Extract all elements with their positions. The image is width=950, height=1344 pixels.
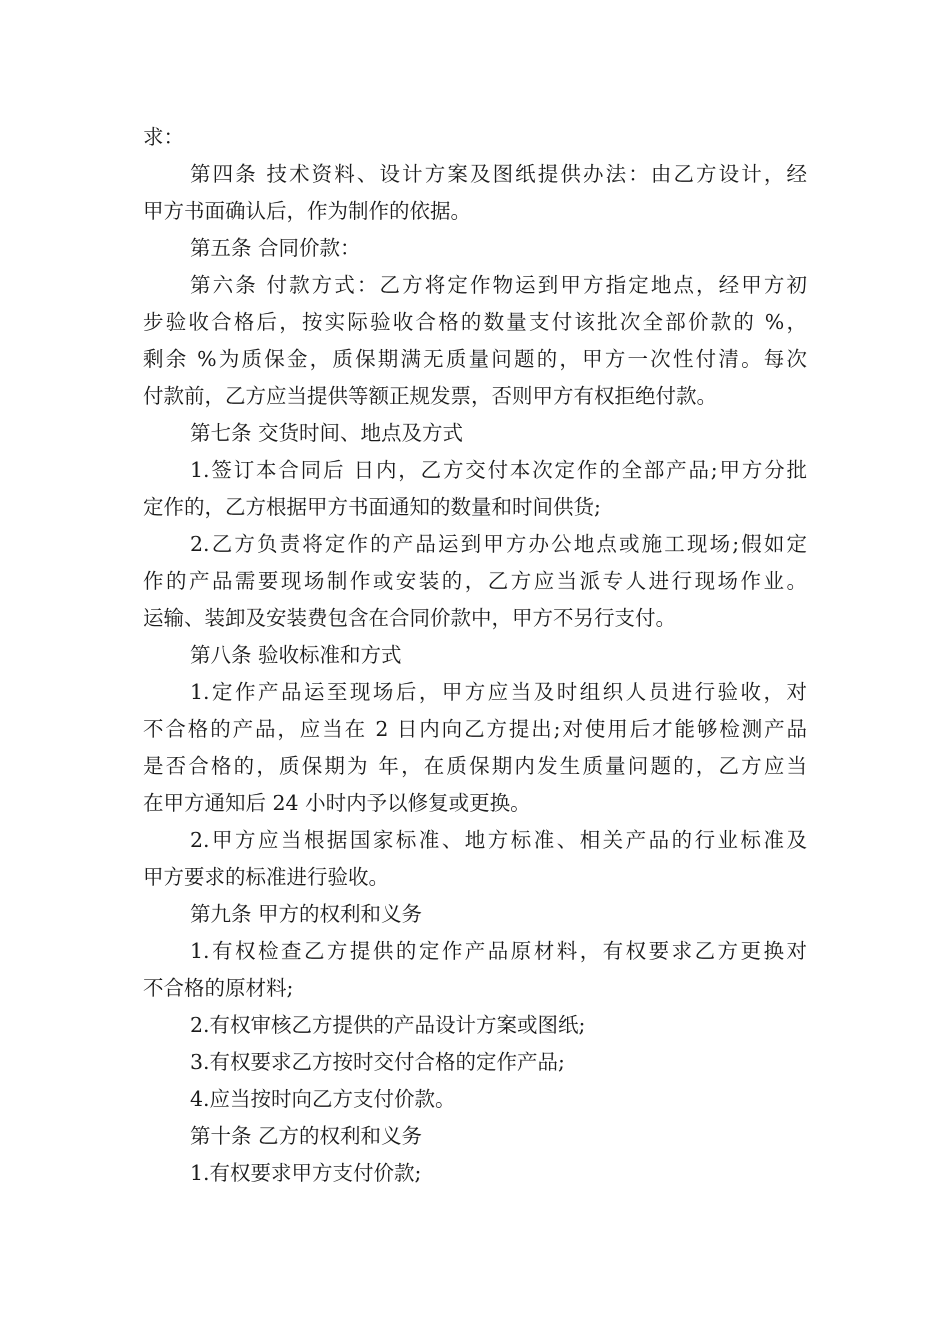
list-item: 1.签订本合同后 日内，乙方交付本次定作的全部产品;甲方分批 (190, 458, 807, 482)
list-item: 1.有权检查乙方提供的定作产品原材料，有权要求乙方更换对 (190, 939, 807, 963)
list-item: 2.有权审核乙方提供的产品设计方案或图纸; (190, 1013, 586, 1037)
list-item: 1.定作产品运至现场后，甲方应当及时组织人员进行验收，对 (190, 680, 807, 704)
text-line: 剩余 %为质保金，质保期满无质量问题的，甲方一次性付清。每次 (143, 347, 807, 371)
list-item: 1.有权要求甲方支付价款; (190, 1161, 422, 1185)
article-8-heading: 第八条 验收标准和方式 (190, 643, 402, 667)
text-line: 运输、装卸及安装费包含在合同价款中，甲方不另行支付。 (143, 606, 676, 630)
article-7-heading: 第七条 交货时间、地点及方式 (190, 421, 464, 445)
text-line: 甲方书面确认后，作为制作的依据。 (143, 199, 471, 223)
text-line: 不合格的原材料; (143, 976, 294, 1000)
text-line: 是否合格的，质保期为 年，在质保期内发生质量问题的，乙方应当 (143, 754, 807, 778)
text-line: 在甲方通知后 24 小时内予以修复或更换。 (143, 791, 531, 815)
text-line: 付款前，乙方应当提供等额正规发票，否则甲方有权拒绝付款。 (143, 384, 717, 408)
article-5-heading: 第五条 合同价款： (190, 236, 361, 260)
article-9-heading: 第九条 甲方的权利和义务 (190, 902, 423, 926)
text-line: 求： (143, 125, 184, 149)
text-line: 甲方要求的标准进行验收。 (143, 865, 389, 889)
list-item: 3.有权要求乙方按时交付合格的定作产品; (190, 1050, 565, 1074)
text-line: 作的产品需要现场制作或安装的，乙方应当派专人进行现场作业。 (143, 569, 807, 593)
list-item: 2.甲方应当根据国家标准、地方标准、相关产品的行业标准及 (190, 828, 807, 852)
article-6-heading: 第六条 付款方式：乙方将定作物运到甲方指定地点，经甲方初 (190, 273, 807, 297)
article-10-heading: 第十条 乙方的权利和义务 (190, 1124, 423, 1148)
contract-body (143, 119, 807, 1192)
list-item: 4.应当按时向乙方支付价款。 (190, 1087, 456, 1111)
text-line: 不合格的产品，应当在 2 日内向乙方提出;对使用后才能够检测产品 (143, 717, 807, 741)
list-item: 2.乙方负责将定作的产品运到甲方办公地点或施工现场;假如定 (190, 532, 807, 556)
text-line: 步验收合格后，按实际验收合格的数量支付该批次全部价款的 %， (143, 310, 807, 334)
article-4-heading: 第四条 技术资料、设计方案及图纸提供办法：由乙方设计，经 (190, 162, 807, 186)
text-line: 定作的，乙方根据甲方书面通知的数量和时间供货; (143, 495, 601, 519)
